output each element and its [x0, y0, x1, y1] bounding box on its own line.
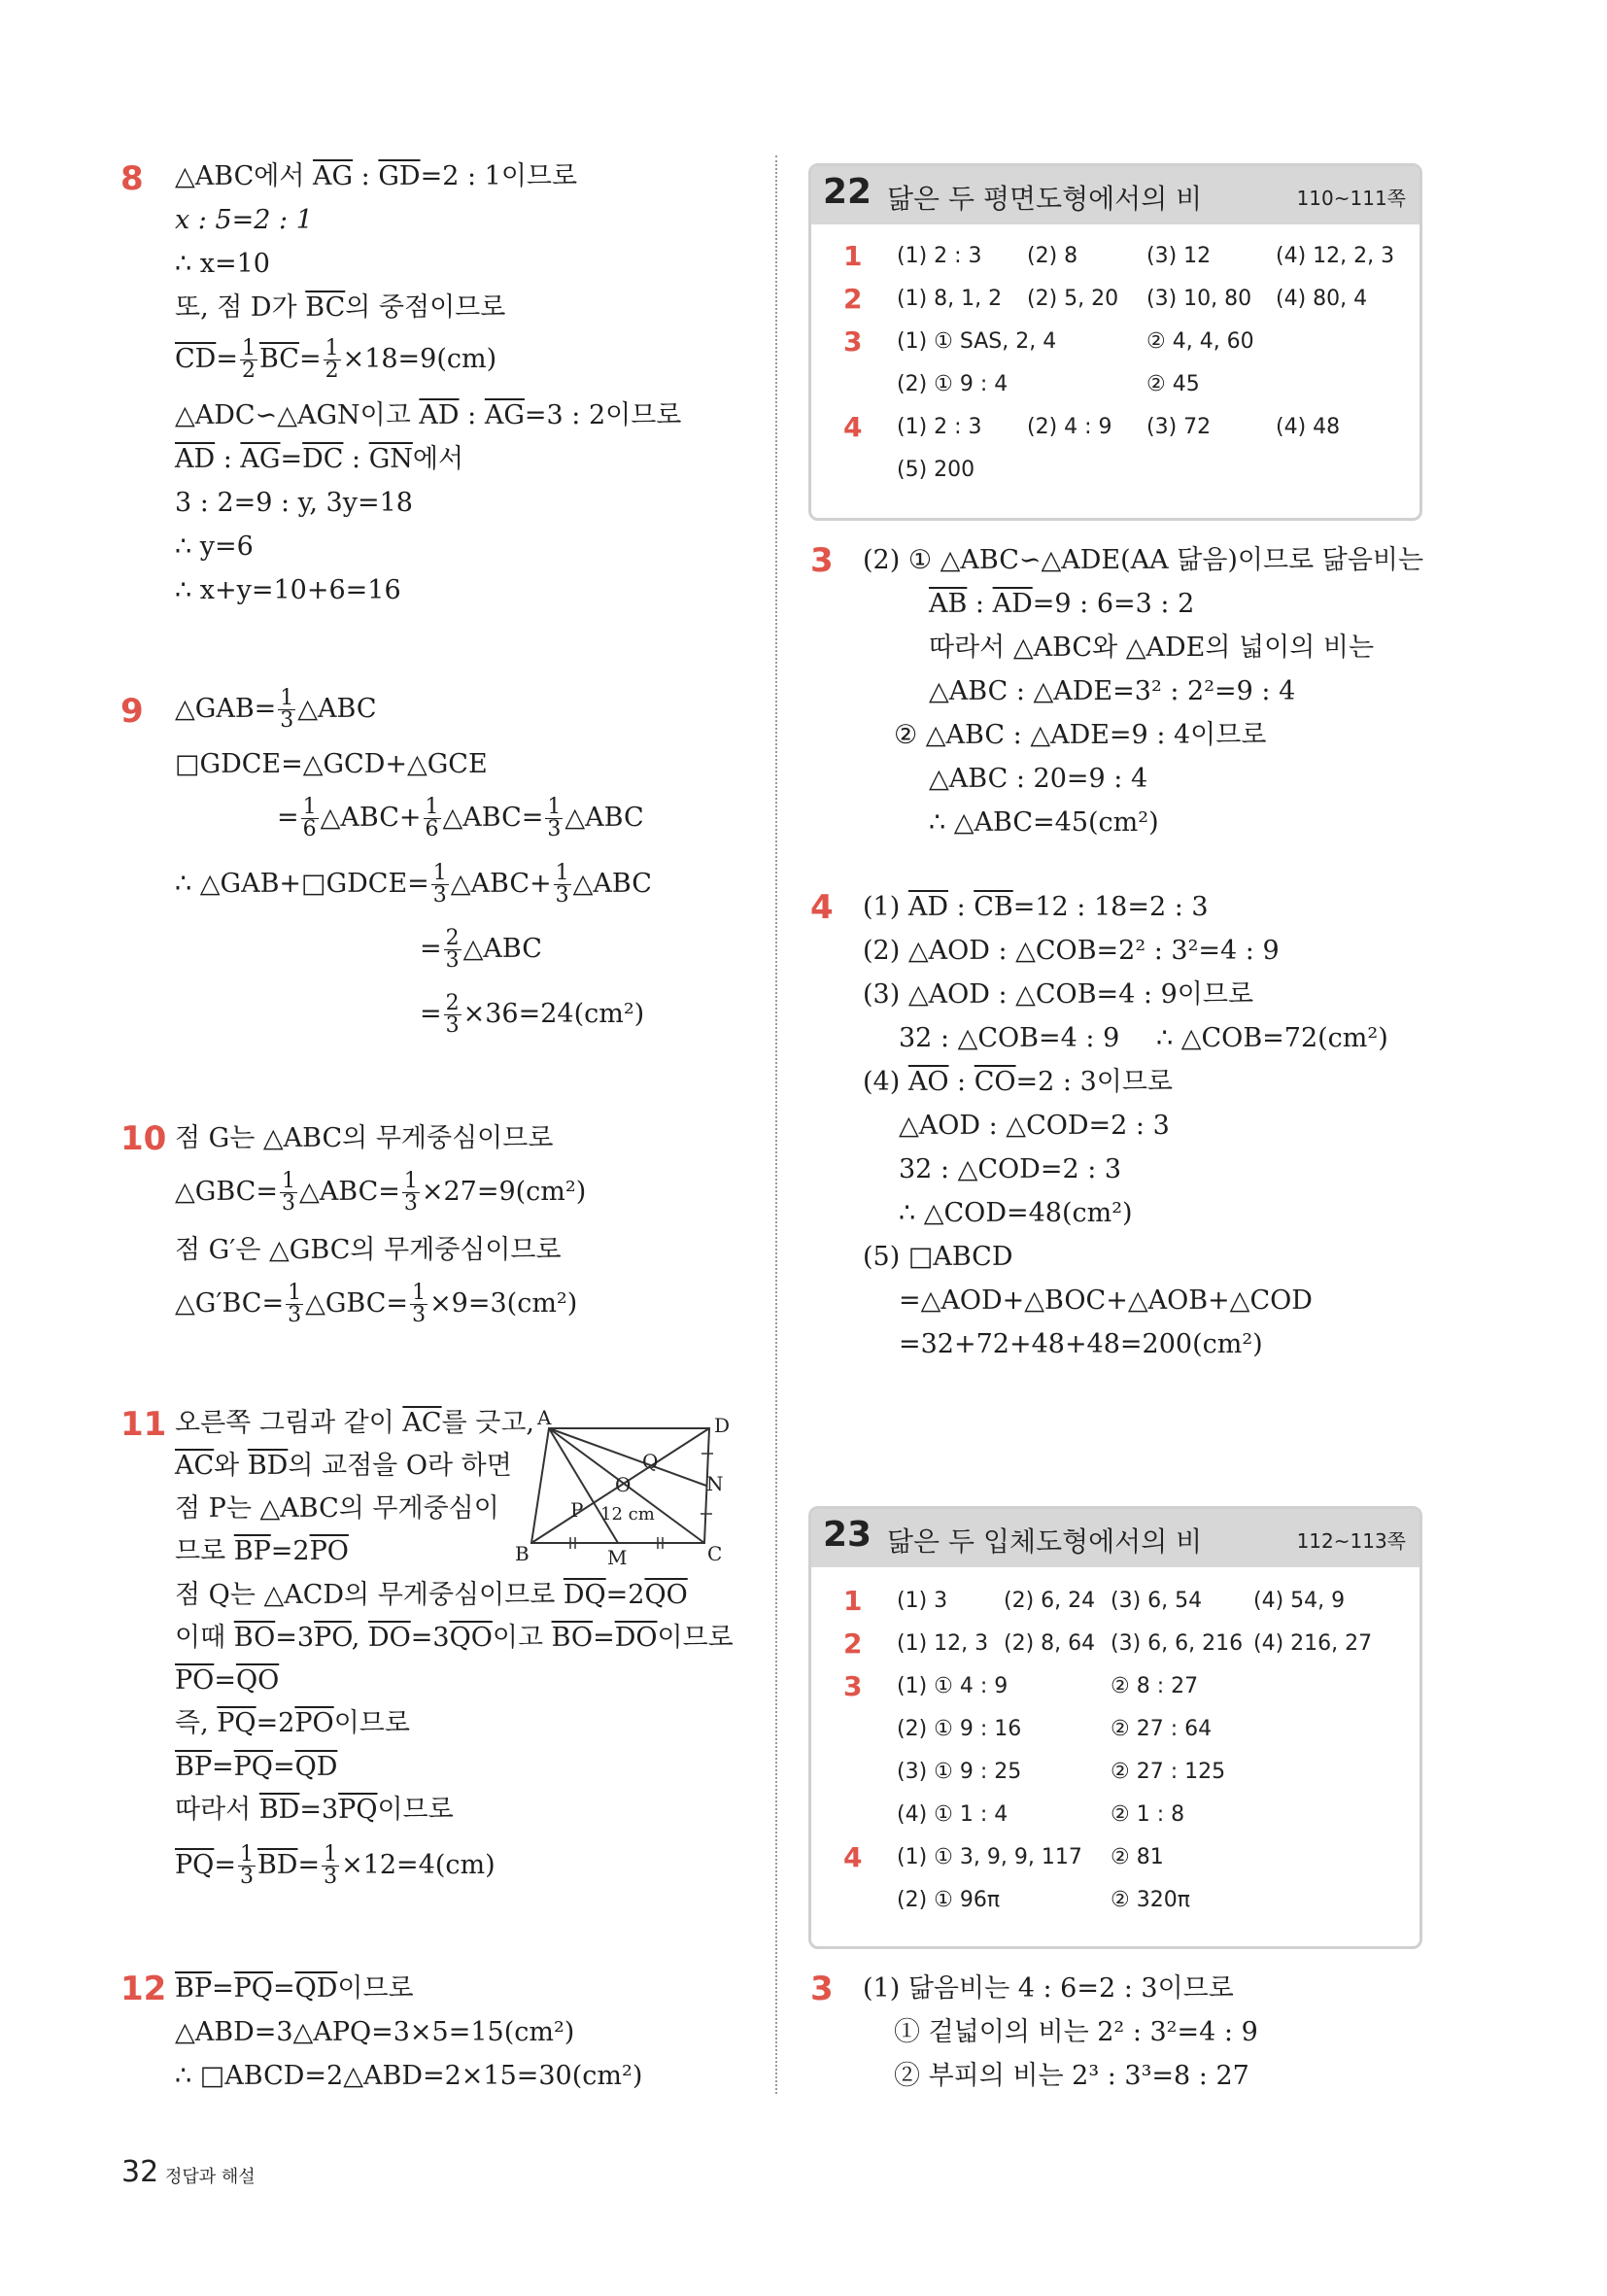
rp3-line-2: $\overline{AB}$ : $\overline{AD}=9$ : 6=3 : 2	[929, 589, 1195, 619]
problem-11-number: 11	[120, 1405, 167, 1444]
box22-row1-c2: (2) 8	[1027, 244, 1078, 268]
box23-row1-c1: (1) 3	[897, 1589, 948, 1613]
answer-box-22-header	[811, 166, 1419, 224]
p9-line-5: = $\frac{2}{3}$ △ABC	[420, 926, 542, 973]
answer-box-23	[808, 1506, 1422, 1949]
p9-line-4: ∴ △GAB+□GDCE= $\frac{1}{3}$ △ABC+ $\frac{1}{3}$ △ABC	[175, 861, 652, 908]
box23-row5-c1: (3) ① 9 : 25	[897, 1760, 1022, 1784]
box23-row1-c2: (2) 6, 24	[1004, 1589, 1096, 1613]
p12-line-2: △ABD=3△APQ=3×5=15(cm²)	[175, 2017, 575, 2047]
box22-row5-c3: (3) 72	[1146, 415, 1212, 439]
box22-row4-c1: (2) ① 9 : 4	[897, 372, 1009, 396]
section-22-number: 22	[823, 172, 872, 212]
p8-line-9: ∴ y=6	[175, 531, 254, 562]
box22-row3-number: 3	[843, 326, 863, 358]
box23-row5-c3: ② 27 : 125	[1111, 1760, 1226, 1784]
rp4-line-11: =32+72+48+48=200(cm²)	[899, 1329, 1263, 1359]
label-m: M	[607, 1546, 628, 1567]
problem-8-number: 8	[120, 159, 144, 198]
p12-line-1: $\overline{BP}=\overline{PQ}=\overline{QD}$이므로	[175, 1973, 414, 2004]
box22-row2-c4: (4) 80, 4	[1276, 287, 1368, 311]
box23-row6-c3: ② 1 : 8	[1111, 1802, 1185, 1827]
column-divider	[775, 155, 777, 2094]
label-c: C	[707, 1542, 723, 1565]
box22-row1-c1: (1) 2 : 3	[897, 244, 982, 268]
answer-box-22	[808, 163, 1422, 521]
section-22-title: 닮은 두 평면도형에서의 비	[887, 183, 1203, 215]
rp3-line-4: △ABC : △ADE=3² : 2²=9 : 4	[929, 676, 1296, 706]
answer-box-23-header	[811, 1509, 1419, 1567]
right-problem-3b-number: 3	[810, 1970, 834, 2008]
p12-line-3: ∴ □ABCD=2△ABD=2×15=30(cm²)	[175, 2061, 643, 2091]
box22-row5-c2: (2) 4 : 9	[1027, 415, 1112, 439]
label-b: B	[515, 1542, 530, 1565]
box22-row1-number: 1	[843, 240, 863, 272]
box23-row4-c1: (2) ① 9 : 16	[897, 1717, 1022, 1741]
label-o: O	[615, 1473, 632, 1496]
p11-line-5: 점 Q는 △ACD의 무게중심이므로 $\overline{DQ}=2\overline{QO}$	[175, 1580, 688, 1610]
box23-row2-c1: (1) 12, 3	[897, 1631, 989, 1656]
p11-line-11: $\overline{PQ}=$ $\frac{1}{3}$ $\overline{BD}=$ $\frac{1}{3}$ ×12=4(cm)	[175, 1842, 496, 1889]
label-q: Q	[642, 1450, 659, 1473]
p9-line-6: = $\frac{2}{3}$ ×36=24(cm²)	[420, 991, 645, 1038]
rp3b-line-2: ① 겉넓이의 비는 2² : 3²=4 : 9	[894, 2017, 1258, 2047]
p11-line-8: 즉, $\overline{PQ}=2\overline{PO}$이므로	[175, 1708, 410, 1738]
section-23-title: 닮은 두 입체도형에서의 비	[887, 1525, 1203, 1558]
p9-line-1: △GAB= $\frac{1}{3}$ △ABC	[175, 686, 377, 733]
box22-row2-c2: (2) 5, 20	[1027, 287, 1119, 311]
rp3-line-7: ∴ △ABC=45(cm²)	[929, 807, 1159, 838]
problem-10-number: 10	[120, 1119, 167, 1158]
rp4-line-3: (3) △AOD : △COB=4 : 9이므로	[863, 979, 1254, 1010]
box23-row7-c1: (1) ① 3, 9, 9, 117	[897, 1845, 1082, 1869]
rp3b-line-3: ② 부피의 비는 2³ : 3³=8 : 27	[894, 2061, 1249, 2091]
problem-9-number: 9	[120, 692, 144, 731]
p8-line-2: x : 5=2 : 1	[175, 205, 313, 235]
p8-line-4: 또, 점 D가 $\overline{BC}$의 중점이므로	[175, 292, 506, 323]
box22-row3-c3: ② 4, 4, 60	[1146, 329, 1254, 354]
p8-line-1: △ABC에서 $\overline{AG}$ : $\overline{GD}=2$ : 1이므로	[175, 161, 578, 191]
p11-line-3: 점 P는 △ABC의 무게중심이	[175, 1493, 499, 1524]
section-22-pages: 110~111쪽	[1296, 187, 1406, 210]
box22-row2-c1: (1) 8, 1, 2	[897, 287, 1003, 311]
page-number: 32	[121, 2155, 159, 2189]
box23-row3-number: 3	[843, 1670, 863, 1702]
p10-line-3: 점 G′은 △GBC의 무게중심이므로	[175, 1235, 562, 1265]
box22-row3-c1: (1) ① SAS, 2, 4	[897, 329, 1057, 354]
box22-row2-c3: (3) 10, 80	[1146, 287, 1252, 311]
p11-line-1: 오른쪽 그림과 같이 $\overline{AC}$를 긋고,	[175, 1408, 534, 1438]
section-23-number: 23	[823, 1515, 872, 1555]
label-d: D	[714, 1414, 731, 1437]
p9-line-2: □GDCE=△GCD+△GCE	[175, 749, 488, 779]
box23-row8-c1: (2) ① 96π	[897, 1888, 1001, 1912]
label-n: N	[706, 1472, 724, 1495]
p11-line-4: 므로 $\overline{BP}=2\overline{PO}$	[175, 1536, 349, 1566]
p8-line-8: 3 : 2=9 : y, 3y=18	[175, 488, 413, 518]
label-a: A	[537, 1407, 552, 1429]
rp4-line-4b: ∴ △COB=72(cm²)	[1156, 1023, 1388, 1053]
box23-row2-c4: (4) 216, 27	[1253, 1631, 1373, 1656]
p8-line-7: $\overline{AD}$ : $\overline{AG}=\overline{DC}$ : $\overline{GN}$에서	[175, 444, 464, 474]
rp4-line-6: △AOD : △COD=2 : 3	[899, 1111, 1170, 1141]
box23-row1-number: 1	[843, 1585, 863, 1617]
label-p: P	[570, 1498, 584, 1522]
footer-label: 정답과 해설	[165, 2167, 256, 2187]
box23-row3-c1: (1) ① 4 : 9	[897, 1674, 1009, 1698]
box23-row4-c3: ② 27 : 64	[1111, 1717, 1213, 1741]
box22-row5-c1: (1) 2 : 3	[897, 415, 982, 439]
rp4-line-2: (2) △AOD : △COB=2² : 3²=4 : 9	[863, 936, 1280, 966]
box22-row1-c3: (3) 12	[1146, 244, 1212, 268]
p8-line-10: ∴ x+y=10+6=16	[175, 575, 401, 605]
box22-row1-c4: (4) 12, 2, 3	[1276, 244, 1395, 268]
box23-row7-number: 4	[843, 1841, 863, 1873]
rp4-line-4a: 32 : △COB=4 : 9	[899, 1023, 1120, 1053]
right-problem-4-number: 4	[810, 888, 834, 927]
p8-line-3: ∴ x=10	[175, 249, 270, 279]
p10-line-4: △G′BC= $\frac{1}{3}$ △GBC= $\frac{1}{3}$ ×9=3(cm²)	[175, 1281, 578, 1327]
box23-row7-c3: ② 81	[1111, 1845, 1164, 1869]
rp4-line-10: =△AOD+△BOC+△AOB+△COD	[899, 1285, 1313, 1316]
box23-row6-c1: (4) ① 1 : 4	[897, 1802, 1009, 1827]
p11-line-2: $\overline{AC}$와 $\overline{BD}$의 교점을 O라 하면	[175, 1451, 512, 1481]
rp3-line-1: (2) ① △ABC∽△ADE(AA 닮음)이므로 닮음비는	[863, 545, 1424, 575]
problem-12-number: 12	[120, 1970, 167, 2008]
box22-row5-c4: (4) 48	[1276, 415, 1341, 439]
box23-row2-c3: (3) 6, 6, 216	[1111, 1631, 1244, 1656]
rp4-line-8: ∴ △COD=48(cm²)	[899, 1198, 1133, 1228]
rp4-line-9: (5) □ABCD	[863, 1242, 1013, 1272]
box22-row5-number: 4	[843, 411, 863, 443]
p11-line-6: 이때 $\overline{BO}=3\overline{PO}$, $\overline{DO}=3\overline{QO}$이고 $\overline{BO}=\overline{DO}$이므로	[175, 1623, 734, 1653]
box22-row6-c1: (5) 200	[897, 458, 975, 482]
rp4-line-7: 32 : △COD=2 : 3	[899, 1154, 1122, 1184]
box23-row3-c3: ② 8 : 27	[1111, 1674, 1199, 1698]
rp3-line-5: ② △ABC : △ADE=9 : 4이므로	[894, 720, 1267, 750]
box23-row1-c3: (3) 6, 54	[1111, 1589, 1203, 1613]
right-problem-3-number: 3	[810, 541, 834, 580]
box23-row2-number: 2	[843, 1628, 863, 1660]
parallelogram-figure	[510, 1407, 743, 1567]
p8-line-5: $\overline{CD}=$ $\frac{1}{2}$ $\overline{BC}=$ $\frac{1}{2}$ ×18=9(cm)	[175, 336, 497, 383]
rp3-line-3: 따라서 △ABC와 △ADE의 넓이의 비는	[929, 633, 1375, 663]
box22-row2-number: 2	[843, 283, 863, 315]
p9-line-3: = $\frac{1}{6}$ △ABC+ $\frac{1}{6}$ △ABC= $\frac{1}{3}$ △ABC	[277, 795, 644, 841]
p11-line-7: $\overline{PO}=\overline{QO}$	[175, 1665, 280, 1696]
p10-line-1: 점 G는 △ABC의 무게중심이므로	[175, 1123, 554, 1153]
box22-row4-c3: ② 45	[1146, 372, 1200, 396]
p11-line-9: $\overline{BP}=\overline{PQ}=\overline{QD}$	[175, 1752, 338, 1782]
box23-row1-c4: (4) 54, 9	[1253, 1589, 1346, 1613]
p11-line-10: 따라서 $\overline{BD}=3\overline{PQ}$이므로	[175, 1795, 454, 1825]
rp3b-line-1: (1) 닮음비는 4 : 6=2 : 3이므로	[863, 1973, 1234, 2004]
p8-line-6: △ADC∽△AGN이고 $\overline{AD}$ : $\overline{AG}=3$ : 2이므로	[175, 400, 682, 430]
section-23-pages: 112~113쪽	[1296, 1529, 1406, 1553]
box23-row2-c2: (2) 8, 64	[1004, 1631, 1096, 1656]
p10-line-2: △GBC= $\frac{1}{3}$ △ABC= $\frac{1}{3}$ ×27=9(cm²)	[175, 1169, 587, 1216]
box23-row8-c3: ② 320π	[1111, 1888, 1190, 1912]
rp3-line-6: △ABC : 20=9 : 4	[929, 764, 1148, 794]
rp4-line-1: (1) $\overline{AD}$ : $\overline{CB}=12$ : 18=2 : 3	[863, 892, 1209, 922]
rp4-line-5: (4) $\overline{AO}$ : $\overline{CO}=2$ : 3이므로	[863, 1067, 1174, 1097]
label-length: 12 cm	[600, 1504, 655, 1525]
